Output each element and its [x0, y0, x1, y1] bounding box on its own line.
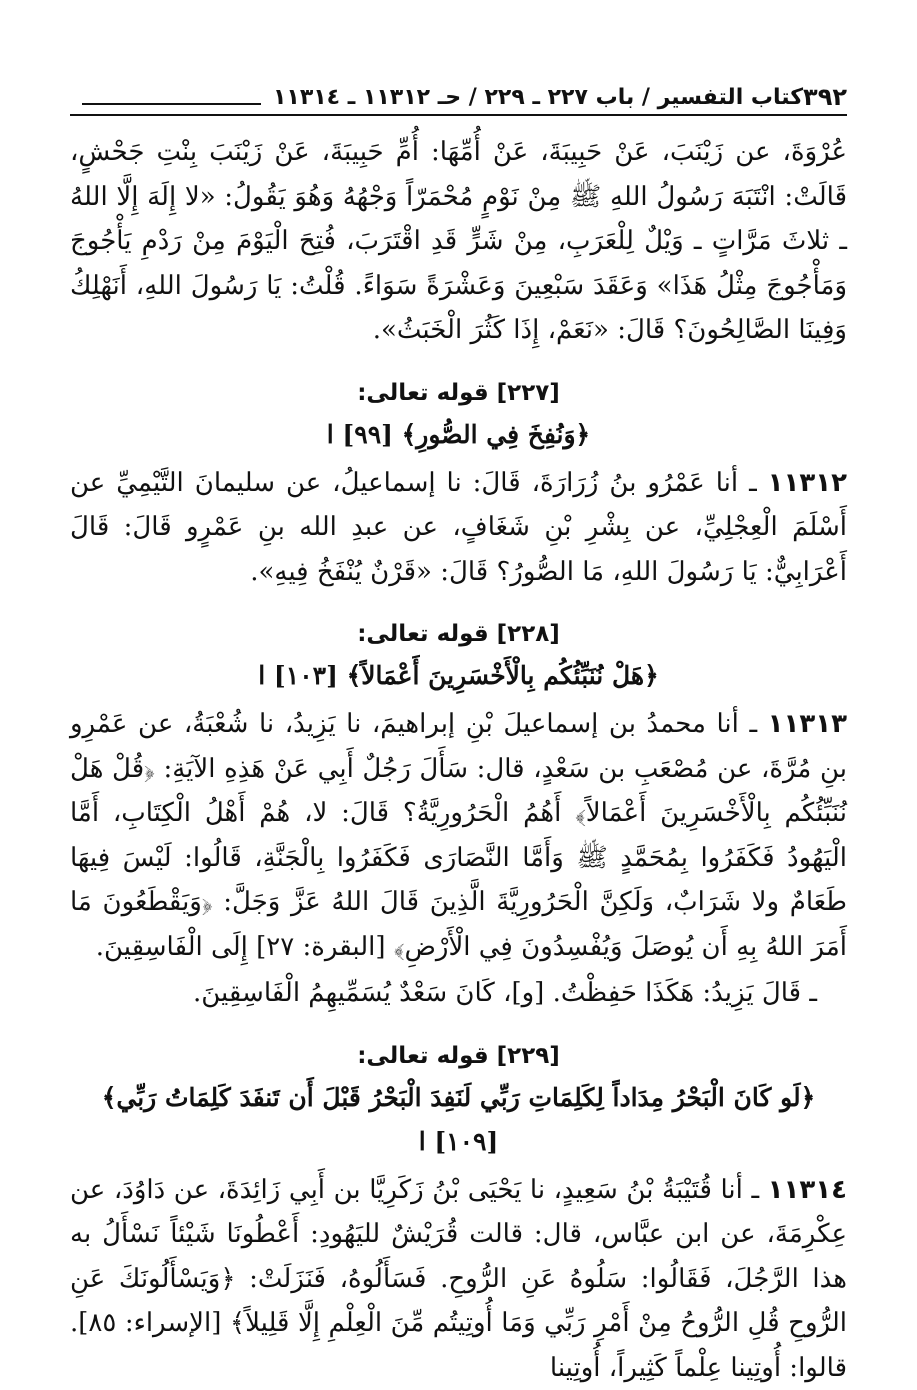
section-heading-227: [٢٢٧] قوله تعالى:: [70, 373, 847, 413]
continuation-paragraph: عُرْوَةَ، عن زَيْنَبَ، عَنْ حَبِيبَةَ، عَنْ أُمِّهَا: أُمِّ حَبِيبَةَ، عَنْ زَيْنَبَ بِنْتِ جَحْشٍ، قَالَتْ: انْتَبَهَ رَسُولُ اللهِ ﷺ مِنْ نَوْمٍ مُحْمَرّاً وَجْهُهُ وَهُوَ يَقُولُ: «لا إِلَهَ إِلَّا اللهُ ـ ثلاثَ مَرَّاتٍ ـ وَيْلٌ لِلْعَرَبِ، مِنْ شَرٍّ قَدِ اقْتَرَبَ، فُتِحَ الْيَوْمَ مِنْ رَدْمِ يَأْجُوجَ وَمَأْجُوجَ مِثْلُ هَذَا» وَعَقَدَ سَبْعِينَ وَعَشْرَةً سَوَاءً. قُلْتُ: يَا رَسُولَ اللهِ، أَنَهْلِكُ وَفِينَا الصَّالِحُونَ؟ قَالَ: «نَعَمْ، إِذَا كَثُرَ الْخَبَثُ».: [70, 130, 847, 353]
hadith-number: ١١٣١٣: [768, 709, 847, 739]
hadith-text: ـ أنا قُتَيْبَةُ بْنُ سَعِيدٍ، نا يَحْيَى بْنُ زَكَرِيَّا بن أَبِي زَائِدَةَ، عن دَاوُدَ، عن عِكْرِمَةَ، عن ابن عبَّاس، قال: قالت قُرَيْشٌ لليَهُودِ: أَعْطُونَا شَيْئاً نَسْأَلُ به هذا الرَّجُلَ، فَقَالُوا: سَلُوهُ عَنِ الرُّوحِ. فَسَأَلُوهُ، فَنَزَلَتْ: ﴿وَيَسْأَلُونَكَ عَنِ الرُّوحِ قُلِ الرُّوحُ مِنْ أَمْرِ رَبِّي وَمَا أُوتِيتُم مِّنَ الْعِلْمِ إِلَّا قَلِيلاً﴾ [الإسراء: ٨٥]. قالوا: أُوتِينا عِلْماً كَثِيراً، أُوتِينا: [70, 1175, 847, 1383]
hadith-note: ـ قَالَ يَزِيدُ: هَكَذَا حَفِظْتُ. [و]، كَانَ سَعْدٌ يُسَمِّيهِمُ الْفَاسِقِينَ.: [70, 971, 817, 1016]
running-header-title: كتاب التفسير / باب ٢٢٧ ـ ٢٢٩ / حـ ١١٣١٢ ـ ١١٣١٤: [273, 85, 803, 110]
hadith-text: ـ أنا محمدُ بن إسماعيلَ بْنِ إبراهيمَ، نا يَزِيدُ، نا شُعْبَةُ، عن عَمْرِو بنِ مُرَّةَ، عن مُصْعَبِ بن سَعْدٍ، قال: سَأَلَ رَجُلٌ أَبِي عَنْ هَذِهِ الآيَةِ: ﴿قُلْ هَلْ نُنَبِّئُكُم بِالْأَخْسَرِينَ أَعْمَالاً﴾ أَهُمُ الْحَرُورِيَّةُ؟ قَالَ: لا، هُمْ أَهْلُ الْكِتَابِ، أَمَّا الْيَهُودُ فَكَفَرُوا بِمُحَمَّدٍ ﷺ وَأَمَّا النَّصَارَى فَكَفَرُوا بِالْجَنَّةِ، قَالُوا: لَيْسَ فِيهَا طَعَامٌ ولا شَرَابٌ، وَلَكِنَّ الْحَرُورِيَّةَ الَّذِينَ قَالَ اللهُ عَزَّ وَجَلَّ: ﴿وَيَقْطَعُونَ مَا أَمَرَ اللهُ بِهِ أَن يُوصَلَ وَيُفْسِدُونَ فِي الْأَرْضِ﴾ [البقرة: ٢٧] إِلَى الْفَاسِقِينَ.: [70, 709, 847, 962]
section-heading-228: [٢٢٨] قوله تعالى:: [70, 614, 847, 654]
running-header: [70, 80, 847, 116]
hadith-11313: [70, 702, 847, 969]
hadith-number: ١١٣١٢: [768, 468, 847, 498]
section-heading-229: [٢٢٩] قوله تعالى:: [70, 1036, 847, 1076]
section-verse-228: ﴿هَلْ نُنَبِّئُكُم بِالْأَخْسَرِينَ أَعْمَالاً﴾ [١٠٣] ا: [70, 654, 847, 698]
section-verse-229: ﴿لَو كَانَ الْبَحْرُ مِدَاداً لِكَلِمَاتِ رَبِّي لَنَفِدَ الْبَحْرُ قَبْلَ أَن تَنفَدَ كَلِمَاتُ رَبِّي﴾ [١٠٩] ا: [70, 1076, 847, 1164]
hadith-11312: [70, 461, 847, 595]
section-verse-227: ﴿وَنُفِخَ فِي الصُّورِ﴾ [٩٩] ا: [70, 413, 847, 457]
hadith-text: ـ أنا عَمْرُو بنُ زُرَارَةَ، قَالَ: نا إسماعيلُ، عن سليمانَ التَّيْمِيِّ عن أَسْلَمَ الْعِجْلِيِّ، عن بِشْرِ بْنِ شَغَافٍ، عن عبدِ الله بنِ عَمْرٍو قَالَ: قَالَ أَعْرَابِيٌّ: يَا رَسُولَ اللهِ، مَا الصُّورُ؟ قَالَ: «قَرْنٌ يُنْفَخُ فِيهِ».: [70, 468, 847, 587]
page-number: ٣٩٢: [803, 83, 847, 111]
hadith-number: ١١٣١٤: [768, 1175, 847, 1205]
header-rule: [82, 89, 261, 105]
hadith-11314: [70, 1168, 847, 1390]
